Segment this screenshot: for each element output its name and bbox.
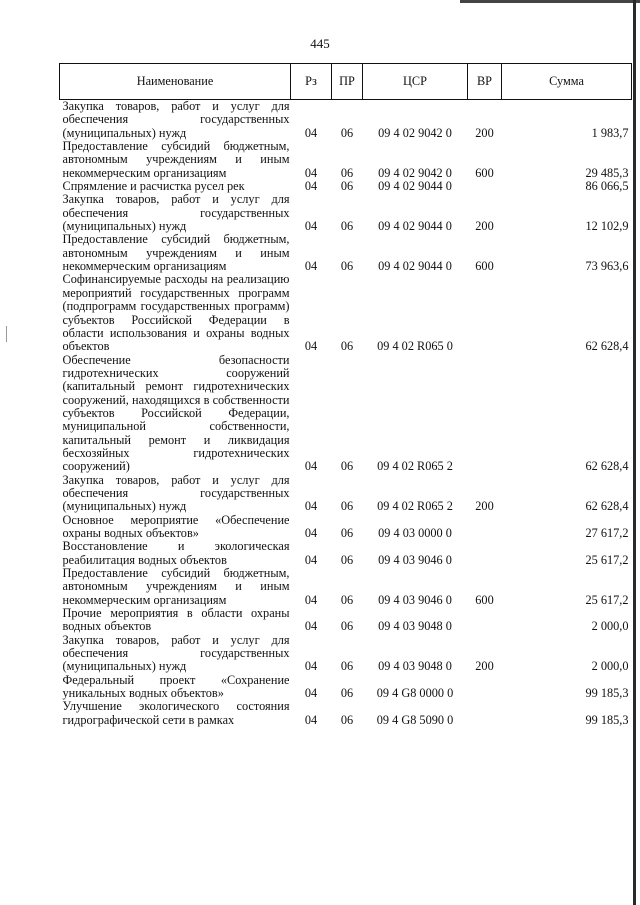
header-pr: ПР xyxy=(332,64,363,100)
cell-pr: 06 xyxy=(340,339,354,354)
cell-name: Закупка товаров, работ и услуг для обеспечения государственных (муниципальных) нужд xyxy=(62,472,290,514)
table-row xyxy=(60,674,632,701)
header-vr: ВР xyxy=(468,64,502,100)
cell-pr: 06 xyxy=(340,165,354,180)
scan-edge-top xyxy=(460,0,640,3)
cell-sum: 99 185,3 xyxy=(585,712,629,727)
cell-csr: 09 4 02 9044 0 xyxy=(378,219,452,234)
cell-name: Предоставление субсидий бюджетным, автономным учреждениям и иным некоммерческим организациям xyxy=(62,232,290,274)
cell-csr: 09 4 G8 5090 0 xyxy=(376,712,454,727)
cell-sum: 2 000,0 xyxy=(591,619,629,634)
cell-rz: 04 xyxy=(304,165,318,180)
cell-vr xyxy=(468,354,502,474)
table-row xyxy=(60,354,632,474)
scan-margin-mark xyxy=(6,326,7,342)
cell-sum: 62 628,4 xyxy=(585,339,629,354)
table-row xyxy=(60,540,632,567)
cell-rz: 04 xyxy=(304,259,318,274)
table-row xyxy=(60,273,632,353)
cell-vr: 600 xyxy=(475,259,494,274)
cell-rz: 04 xyxy=(304,179,318,194)
cell-csr: 09 4 02 9044 0 xyxy=(378,179,452,194)
table-row xyxy=(60,474,632,514)
cell-rz: 04 xyxy=(304,499,318,514)
table-row xyxy=(60,700,632,727)
cell-name: Обеспечение безопасности гидротехнических сооружений (капитальный ремонт гидротехнических сооружений, находящихся в собственности субъектов Российской Федерации, муниципальной собственности, капитальный ремонт и ликвидация бесхозяйных гидротехнических сооружений) xyxy=(62,352,290,474)
cell-sum: 73 963,6 xyxy=(585,259,629,274)
cell-sum: 25 617,2 xyxy=(585,552,629,567)
cell-name: Софинансируемые расходы на реализацию мероприятий государственных программ (подпрограмм государственных программ) субъектов Российской Федерации в области использования и охраны водных объектов xyxy=(62,272,290,354)
cell-name: Закупка товаров, работ и услуг для обеспечения государственных (муниципальных) нужд xyxy=(62,632,290,674)
cell-csr: 09 4 03 9048 0 xyxy=(378,659,452,674)
cell-sum: 99 185,3 xyxy=(585,686,629,701)
cell-sum: 62 628,4 xyxy=(585,459,629,474)
cell-pr: 06 xyxy=(340,526,354,540)
cell-name: Предоставление субсидий бюджетным, автономным учреждениям и иным некоммерческим организациям xyxy=(62,566,290,607)
cell-csr: 09 4 G8 0000 0 xyxy=(376,686,454,701)
table-row xyxy=(60,140,632,180)
cell-name: Предоставление субсидий бюджетным, автономным учреждениям и иным некоммерческим организациям xyxy=(62,139,290,180)
table-row xyxy=(60,100,632,141)
cell-rz: 04 xyxy=(304,339,318,354)
cell-sum: 62 628,4 xyxy=(585,499,629,514)
scan-edge-right xyxy=(633,0,636,905)
cell-csr: 09 4 02 9042 0 xyxy=(378,125,452,140)
table-header-row xyxy=(60,64,632,100)
cell-name: Восстановление и экологическая реабилитация водных объектов xyxy=(62,539,290,567)
cell-csr: 09 4 02 9042 0 xyxy=(378,165,452,180)
cell-rz: 04 xyxy=(304,659,318,674)
cell-csr: 09 4 03 9046 0 xyxy=(378,552,452,567)
cell-name: Закупка товаров, работ и услуг для обеспечения государственных (муниципальных) нужд xyxy=(62,192,290,234)
header-name: Наименование xyxy=(60,64,291,100)
cell-csr: 09 4 02 R065 0 xyxy=(377,339,453,354)
table-row xyxy=(60,193,632,233)
cell-name: Спрямление и расчистка русел рек xyxy=(62,179,245,194)
cell-pr: 06 xyxy=(340,592,354,607)
cell-rz: 04 xyxy=(304,219,318,234)
cell-pr: 06 xyxy=(340,659,354,674)
cell-pr: 06 xyxy=(340,459,354,474)
cell-vr xyxy=(468,514,502,541)
header-csr: ЦСР xyxy=(363,64,468,100)
cell-csr: 09 4 03 9046 0 xyxy=(378,592,452,607)
table-row xyxy=(60,567,632,607)
header-rz: Рз xyxy=(291,64,332,100)
cell-pr: 06 xyxy=(340,686,354,701)
cell-pr: 06 xyxy=(340,552,354,567)
cell-sum: 27 617,2 xyxy=(585,526,629,540)
cell-name: Улучшение экологического состояния гидрографической сети в рамках xyxy=(62,699,290,727)
cell-pr: 06 xyxy=(340,712,354,727)
cell-sum: 1 983,7 xyxy=(591,125,629,140)
cell-name: Основное мероприятие «Обеспечение охраны водных объектов» xyxy=(62,512,290,540)
cell-rz: 04 xyxy=(304,459,318,474)
cell-vr xyxy=(468,700,502,727)
cell-pr: 06 xyxy=(340,619,354,634)
budget-table xyxy=(59,63,632,727)
cell-csr: 09 4 02 9044 0 xyxy=(378,259,452,274)
cell-pr: 06 xyxy=(340,125,354,140)
cell-vr xyxy=(468,607,502,634)
table-row xyxy=(60,233,632,273)
cell-vr xyxy=(468,180,502,193)
cell-vr: 200 xyxy=(475,125,494,140)
cell-pr: 06 xyxy=(340,259,354,274)
cell-vr xyxy=(468,273,502,353)
table-row xyxy=(60,514,632,541)
cell-pr: 06 xyxy=(340,499,354,514)
cell-vr: 200 xyxy=(475,499,494,514)
cell-vr: 600 xyxy=(475,592,494,607)
cell-rz: 04 xyxy=(304,619,318,634)
table-row xyxy=(60,634,632,674)
page-number: 445 xyxy=(310,36,330,51)
cell-sum: 12 102,9 xyxy=(585,219,629,234)
cell-vr: 600 xyxy=(475,165,494,180)
header-sum: Сумма xyxy=(502,64,632,100)
cell-vr xyxy=(468,674,502,701)
cell-sum: 2 000,0 xyxy=(591,659,629,674)
cell-sum: 86 066,5 xyxy=(585,179,629,194)
cell-pr: 06 xyxy=(340,219,354,234)
cell-vr xyxy=(468,540,502,567)
cell-name: Прочие мероприятия в области охраны водных объектов xyxy=(62,606,290,634)
cell-rz: 04 xyxy=(304,592,318,607)
cell-pr: 06 xyxy=(340,179,354,194)
cell-csr: 09 4 02 R065 2 xyxy=(377,499,453,514)
cell-rz: 04 xyxy=(304,552,318,567)
cell-rz: 04 xyxy=(304,526,318,540)
cell-csr: 09 4 02 R065 2 xyxy=(377,459,453,474)
table-row xyxy=(60,180,632,193)
cell-rz: 04 xyxy=(304,125,318,140)
cell-csr: 09 4 03 0000 0 xyxy=(378,526,452,540)
cell-sum: 25 617,2 xyxy=(585,592,629,607)
cell-sum: 29 485,3 xyxy=(585,165,629,180)
cell-rz: 04 xyxy=(304,686,318,701)
cell-csr: 09 4 03 9048 0 xyxy=(378,619,452,634)
cell-rz: 04 xyxy=(304,712,318,727)
cell-name: Закупка товаров, работ и услуг для обеспечения государственных (муниципальных) нужд xyxy=(62,99,290,140)
cell-vr: 200 xyxy=(475,219,494,234)
cell-name: Федеральный проект «Сохранение уникальных водных объектов» xyxy=(62,672,290,701)
cell-vr: 200 xyxy=(475,659,494,674)
table-row xyxy=(60,607,632,634)
